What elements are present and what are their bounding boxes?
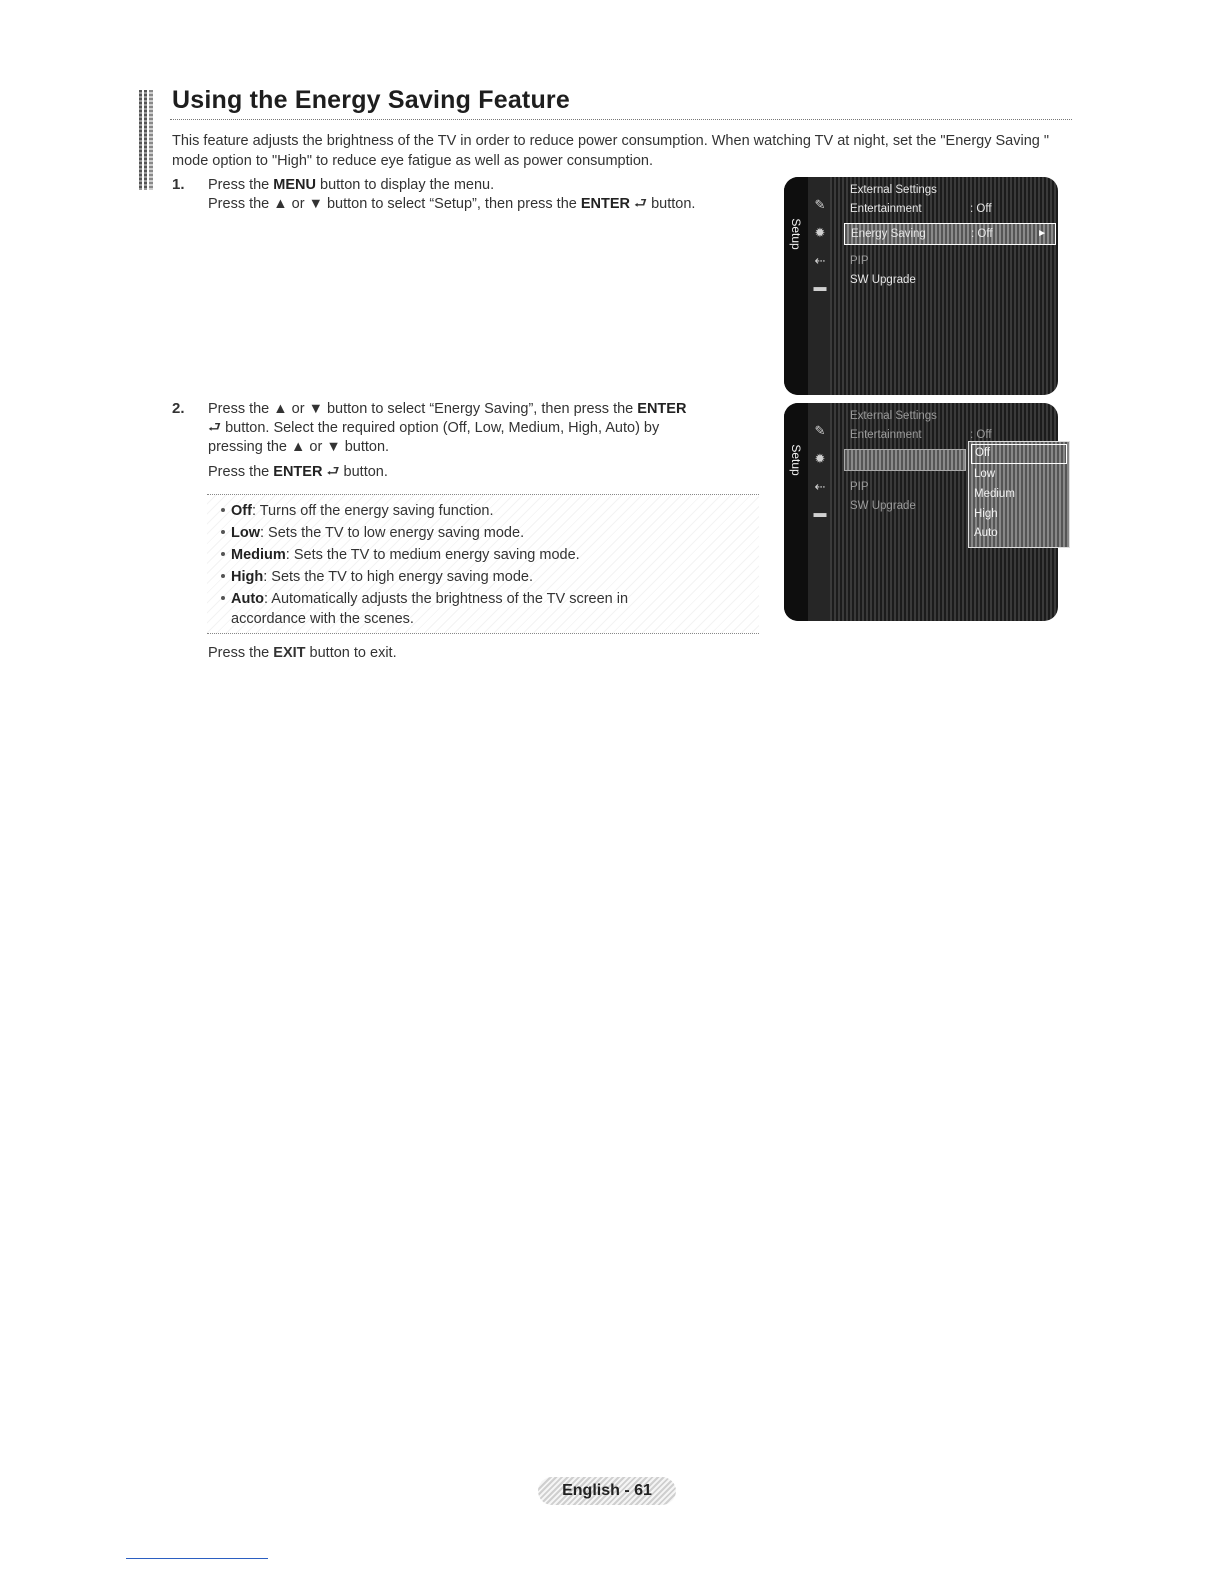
picture-icon: ✎ — [814, 423, 826, 438]
energy-saving-dropdown[interactable] — [968, 441, 1070, 548]
menu-item-sw-upgrade[interactable]: SW Upgrade — [850, 274, 916, 286]
menu-item-pip[interactable]: PIP — [850, 481, 869, 493]
option-high: High: Sets the TV to high energy saving mode. — [221, 567, 533, 587]
picture-icon: ✎ — [814, 197, 826, 212]
menu-item-external-settings[interactable]: External Settings — [850, 410, 937, 422]
page-number-badge: English - 61 — [538, 1477, 676, 1505]
menu-item-entertainment[interactable]: Entertainment — [850, 429, 922, 441]
step-2-line-1: Press the ▲ or ▼ button to select “Energy Saving”, then press the ENTER — [208, 401, 687, 417]
step-2-number: 2. — [172, 400, 185, 417]
dropdown-option-off[interactable]: Off — [971, 444, 1067, 464]
input-icon: ⇠ — [814, 479, 826, 494]
setup-icon: ✹ — [814, 451, 826, 466]
menu-item-energy-saving-selected[interactable]: Energy Saving : Off ► — [844, 223, 1056, 245]
dropdown-option-medium[interactable]: Medium — [974, 488, 1015, 500]
title-divider — [170, 119, 1072, 120]
dropdown-option-auto[interactable]: Auto — [974, 527, 998, 539]
section-marker — [139, 90, 153, 190]
option-auto-cont: accordance with the scenes. — [231, 611, 414, 627]
menu-item-pip[interactable]: PIP — [850, 255, 869, 267]
setup-tab: Setup — [784, 177, 808, 395]
options-box — [207, 494, 759, 634]
input-icon: ⇠ — [814, 253, 826, 268]
support-icon: ▬ — [813, 505, 827, 520]
menu-item-external-settings[interactable]: External Settings — [850, 184, 937, 196]
exit-instruction: Press the EXIT button to exit. — [208, 645, 397, 661]
dropdown-option-low[interactable]: Low — [974, 468, 996, 480]
page-title: Using the Energy Saving Feature — [172, 86, 570, 114]
menu-item-entertainment[interactable]: Entertainment — [850, 203, 922, 215]
entertainment-value: : Off — [970, 203, 992, 215]
menu-item-energy-saving-highlight[interactable] — [844, 449, 966, 471]
step-1-number: 1. — [172, 176, 185, 193]
option-off: Off: Turns off the energy saving function. — [221, 501, 493, 521]
step-2-line-2: ⮐ button. Select the required option (Off, Low, Medium, High, Auto) by — [208, 420, 660, 436]
option-auto: Auto: Automatically adjusts the brightness of the TV screen in — [221, 589, 628, 609]
arrow-right-icon: ► — [1037, 228, 1047, 239]
support-icon: ▬ — [813, 279, 827, 294]
setup-icon: ✹ — [814, 225, 826, 240]
menu-item-sw-upgrade[interactable]: SW Upgrade — [850, 500, 916, 512]
entertainment-value: : Off — [970, 429, 992, 441]
intro-paragraph: This feature adjusts the brightness of the TV in order to reduce power consumption. When watching TV at night, set the "Energy Saving " mode option to "High" to reduce eye fatigue as well as power consumption. — [172, 133, 1050, 169]
step-2-line-4: Press the ENTER ⮐ button. — [208, 464, 388, 480]
step-2-line-3: pressing the ▲ or ▼ button. — [208, 439, 390, 455]
tv-menu-screen-1 — [784, 177, 1058, 395]
dropdown-option-high[interactable]: High — [974, 508, 998, 520]
setup-tab: Setup — [784, 403, 808, 621]
step-1-line-2: Press the ▲ or ▼ button to select “Setup”, then press the ENTER ⮐ button. — [208, 196, 696, 212]
option-low: Low: Sets the TV to low energy saving mode. — [221, 523, 524, 543]
step-1-line-1: Press the MENU button to display the menu. — [208, 177, 495, 193]
option-medium: Medium: Sets the TV to medium energy saving mode. — [221, 545, 580, 565]
footer-line — [126, 1558, 268, 1559]
